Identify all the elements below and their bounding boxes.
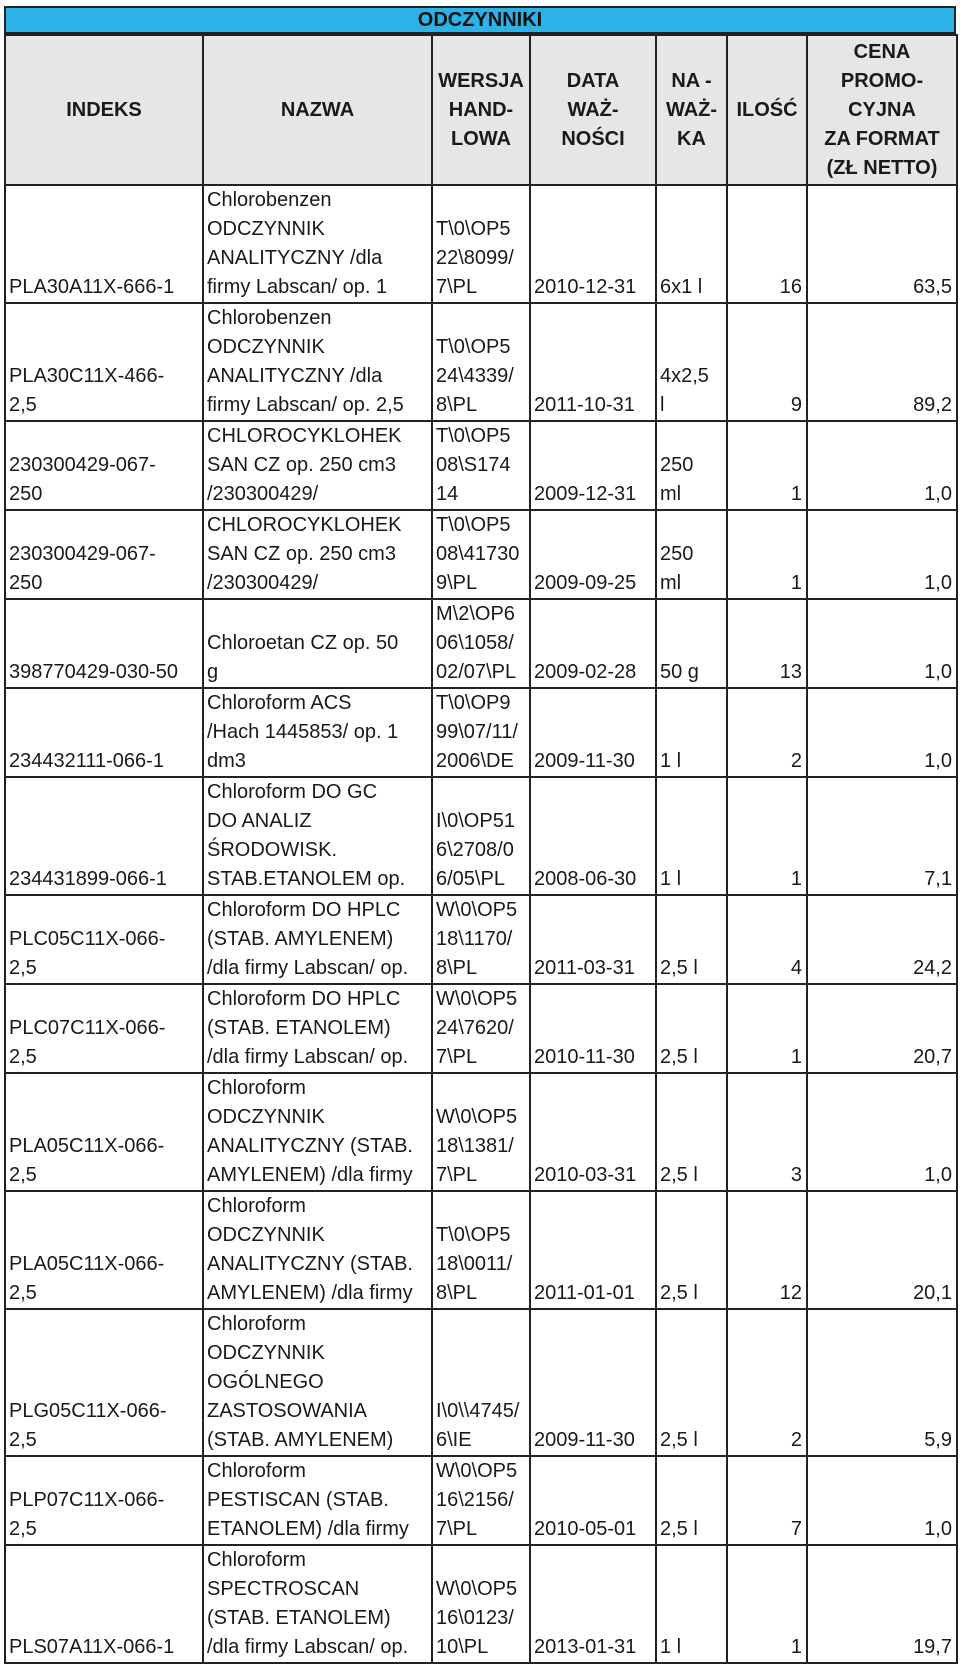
cell-nazwa: Chlorobenzen ODCZYNNIK ANALITYCZNY /dla firmy Labscan/ op. 2,5 [203,303,432,421]
col-header-cena: CENA PROMO- CYJNA ZA FORMAT (ZŁ NETTO) [807,35,957,185]
table-row [5,1191,957,1309]
cell-nazwa: Chloroform ODCZYNNIK ANALITYCZNY (STAB. AMYLENEM) /dla firmy [203,1191,432,1309]
cell-nawazka: 1 l [656,688,727,777]
cell-nawazka: 2,5 l [656,1309,727,1456]
cell-nawazka: 2,5 l [656,1191,727,1309]
table-row [5,599,957,688]
cell-data: 2010-03-31 [530,1073,656,1191]
cell-data: 2011-10-31 [530,303,656,421]
cell-cena: 1,0 [807,510,957,599]
cell-data: 2009-11-30 [530,1309,656,1456]
col-header-data: DATA WAŻ- NOŚCI [530,35,656,185]
cell-ilosc: 16 [727,185,807,303]
table-row [5,303,957,421]
cell-ilosc: 1 [727,510,807,599]
cell-data: 2010-05-01 [530,1456,656,1545]
table-row [5,984,957,1073]
cell-ilosc: 7 [727,1456,807,1545]
cell-wersja: T\0\OP5 22\8099/ 7\PL [432,185,530,303]
cell-indeks: 230300429-067- 250 [5,421,203,510]
cell-wersja: M\2\OP6 06\1058/ 02/07\PL [432,599,530,688]
table-row [5,688,957,777]
cell-data: 2009-12-31 [530,421,656,510]
cell-indeks: PLG05C11X-066- 2,5 [5,1309,203,1456]
cell-indeks: PLC07C11X-066- 2,5 [5,984,203,1073]
cell-wersja: T\0\OP9 99\07/11/ 2006\DE [432,688,530,777]
cell-ilosc: 13 [727,599,807,688]
cell-cena: 19,7 [807,1545,957,1663]
cell-wersja: W\0\OP5 24\7620/ 7\PL [432,984,530,1073]
cell-nazwa: CHLOROCYKLOHEK SAN CZ op. 250 cm3 /230300429/ [203,421,432,510]
sheet-title: ODCZYNNIKI [4,6,956,34]
cell-data: 2009-11-30 [530,688,656,777]
cell-ilosc: 2 [727,1309,807,1456]
cell-wersja: T\0\OP5 08\S174 14 [432,421,530,510]
cell-nazwa: Chloroform ODCZYNNIK ANALITYCZNY (STAB. AMYLENEM) /dla firmy [203,1073,432,1191]
cell-ilosc: 1 [727,421,807,510]
cell-wersja: T\0\OP5 18\0011/ 8\PL [432,1191,530,1309]
table-row [5,1545,957,1663]
cell-indeks: PLA30C11X-466- 2,5 [5,303,203,421]
cell-nawazka: 2,5 l [656,1073,727,1191]
cell-nazwa: Chloroform ACS /Hach 1445853/ op. 1 dm3 [203,688,432,777]
cell-cena: 20,7 [807,984,957,1073]
cell-nazwa: Chloroform DO HPLC (STAB. AMYLENEM) /dla firmy Labscan/ op. [203,895,432,984]
cell-nazwa: Chloroform SPECTROSCAN (STAB. ETANOLEM) /dla firmy Labscan/ op. [203,1545,432,1663]
table-row [5,421,957,510]
cell-ilosc: 2 [727,688,807,777]
cell-nazwa: Chloroetan CZ op. 50 g [203,599,432,688]
cell-indeks: PLP07C11X-066- 2,5 [5,1456,203,1545]
cell-wersja: I\0\OP51 6\2708/0 6/05\PL [432,777,530,895]
cell-wersja: W\0\OP5 18\1381/ 7\PL [432,1073,530,1191]
cell-ilosc: 9 [727,303,807,421]
cell-nazwa: Chloroform ODCZYNNIK OGÓLNEGO ZASTOSOWANIA (STAB. AMYLENEM) [203,1309,432,1456]
cell-cena: 1,0 [807,421,957,510]
cell-nawazka: 2,5 l [656,984,727,1073]
cell-wersja: T\0\OP5 08\41730 9\PL [432,510,530,599]
cell-indeks: PLS07A11X-066-1 [5,1545,203,1663]
table-row [5,1073,957,1191]
cell-data: 2009-09-25 [530,510,656,599]
table-row [5,777,957,895]
cell-cena: 5,9 [807,1309,957,1456]
reagents-table [4,34,958,1664]
header-row [5,35,957,185]
cell-data: 2010-12-31 [530,185,656,303]
cell-indeks: 234432111-066-1 [5,688,203,777]
col-header-wersja: WERSJA HAND- LOWA [432,35,530,185]
cell-cena: 7,1 [807,777,957,895]
cell-ilosc: 1 [727,777,807,895]
cell-cena: 89,2 [807,303,957,421]
cell-nawazka: 2,5 l [656,895,727,984]
table-row [5,185,957,303]
table-row [5,1309,957,1456]
col-header-nawazka: NA - WAŻ- KA [656,35,727,185]
cell-indeks: PLA30A11X-666-1 [5,185,203,303]
cell-cena: 1,0 [807,1073,957,1191]
cell-nawazka: 250 ml [656,510,727,599]
cell-cena: 1,0 [807,599,957,688]
cell-cena: 20,1 [807,1191,957,1309]
cell-ilosc: 1 [727,1545,807,1663]
cell-cena: 1,0 [807,688,957,777]
cell-indeks: 234431899-066-1 [5,777,203,895]
cell-data: 2011-01-01 [530,1191,656,1309]
cell-indeks: 230300429-067- 250 [5,510,203,599]
cell-nawazka: 4x2,5 l [656,303,727,421]
cell-wersja: W\0\OP5 16\0123/ 10\PL [432,1545,530,1663]
col-header-indeks: INDEKS [5,35,203,185]
cell-wersja: W\0\OP5 18\1170/ 8\PL [432,895,530,984]
reagents-sheet [4,6,956,1664]
cell-indeks: PLC05C11X-066- 2,5 [5,895,203,984]
table-row [5,895,957,984]
cell-ilosc: 12 [727,1191,807,1309]
cell-nawazka: 1 l [656,777,727,895]
cell-cena: 63,5 [807,185,957,303]
cell-cena: 1,0 [807,1456,957,1545]
cell-nazwa: Chloroform DO HPLC (STAB. ETANOLEM) /dla firmy Labscan/ op. [203,984,432,1073]
cell-ilosc: 1 [727,984,807,1073]
cell-nazwa: Chlorobenzen ODCZYNNIK ANALITYCZNY /dla firmy Labscan/ op. 1 [203,185,432,303]
col-header-ilosc: ILOŚĆ [727,35,807,185]
cell-data: 2008-06-30 [530,777,656,895]
cell-nawazka: 2,5 l [656,1456,727,1545]
cell-wersja: I\0\\4745/ 6\IE [432,1309,530,1456]
cell-wersja: W\0\OP5 16\2156/ 7\PL [432,1456,530,1545]
cell-data: 2009-02-28 [530,599,656,688]
cell-nawazka: 6x1 l [656,185,727,303]
cell-nawazka: 250 ml [656,421,727,510]
cell-nazwa: Chloroform DO GC DO ANALIZ ŚRODOWISK. STAB.ETANOLEM op. [203,777,432,895]
cell-indeks: PLA05C11X-066- 2,5 [5,1191,203,1309]
cell-data: 2013-01-31 [530,1545,656,1663]
cell-nawazka: 1 l [656,1545,727,1663]
cell-indeks: PLA05C11X-066- 2,5 [5,1073,203,1191]
table-row [5,1456,957,1545]
table-body [5,185,957,1663]
cell-nawazka: 50 g [656,599,727,688]
cell-nazwa: Chloroform PESTISCAN (STAB. ETANOLEM) /dla firmy [203,1456,432,1545]
cell-cena: 24,2 [807,895,957,984]
cell-data: 2011-03-31 [530,895,656,984]
cell-indeks: 398770429-030-50 [5,599,203,688]
cell-wersja: T\0\OP5 24\4339/ 8\PL [432,303,530,421]
cell-ilosc: 4 [727,895,807,984]
table-row [5,510,957,599]
cell-nazwa: CHLOROCYKLOHEK SAN CZ op. 250 cm3 /230300429/ [203,510,432,599]
cell-data: 2010-11-30 [530,984,656,1073]
col-header-nazwa: NAZWA [203,35,432,185]
cell-ilosc: 3 [727,1073,807,1191]
